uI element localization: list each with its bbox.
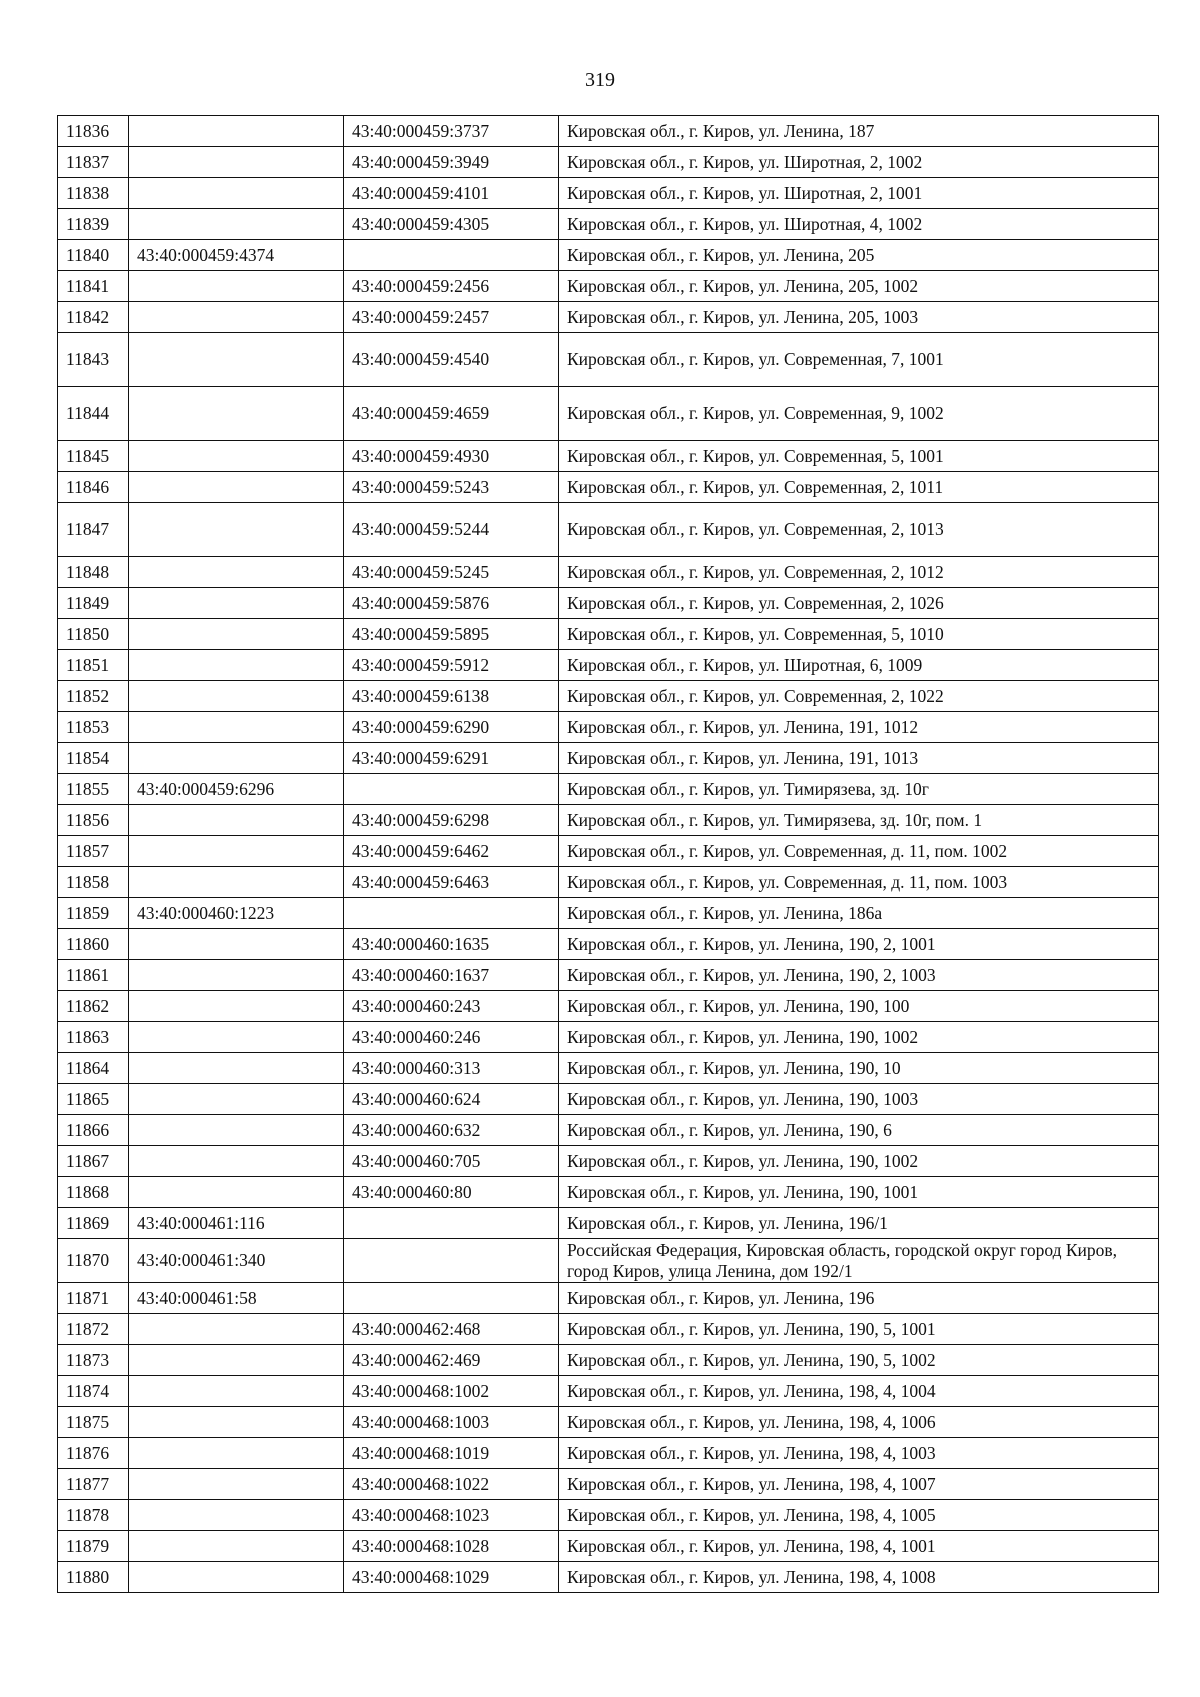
- object-cadastral-number-cell: 43:40:000460:624: [344, 1084, 559, 1115]
- object-cadastral-number-cell: 43:40:000459:5912: [344, 650, 559, 681]
- row-number-cell: 11856: [58, 805, 129, 836]
- object-cadastral-number-cell: 43:40:000460:243: [344, 991, 559, 1022]
- table-row: [58, 991, 1159, 1022]
- object-cadastral-number-cell: 43:40:000459:2457: [344, 302, 559, 333]
- table-row: [58, 588, 1159, 619]
- table-row: [58, 929, 1159, 960]
- object-cadastral-number-cell: 43:40:000460:80: [344, 1177, 559, 1208]
- land-cadastral-number-cell: [129, 836, 344, 867]
- object-cadastral-number-cell: 43:40:000459:6298: [344, 805, 559, 836]
- table-row: [58, 1239, 1159, 1283]
- address-cell: Российская Федерация, Кировская область, городской округ город Киров, город Киров, улица Ленина, дом 192/1: [559, 1239, 1159, 1283]
- address-cell: Кировская обл., г. Киров, ул. Современная, 2, 1026: [559, 588, 1159, 619]
- land-cadastral-number-cell: [129, 1053, 344, 1084]
- object-cadastral-number-cell: 43:40:000460:705: [344, 1146, 559, 1177]
- address-cell: Кировская обл., г. Киров, ул. Ленина, 198, 4, 1004: [559, 1376, 1159, 1407]
- address-cell: Кировская обл., г. Киров, ул. Тимирязева, зд. 10г: [559, 774, 1159, 805]
- address-cell: Кировская обл., г. Киров, ул. Ленина, 205, 1003: [559, 302, 1159, 333]
- table-row: [58, 712, 1159, 743]
- address-cell: Кировская обл., г. Киров, ул. Широтная, 6, 1009: [559, 650, 1159, 681]
- address-cell: Кировская обл., г. Киров, ул. Ленина, 190, 1003: [559, 1084, 1159, 1115]
- row-number-cell: 11844: [58, 387, 129, 441]
- address-cell: Кировская обл., г. Киров, ул. Ленина, 190, 10: [559, 1053, 1159, 1084]
- land-cadastral-number-cell: 43:40:000459:6296: [129, 774, 344, 805]
- row-number-cell: 11860: [58, 929, 129, 960]
- address-cell: Кировская обл., г. Киров, ул. Современная, д. 11, пом. 1002: [559, 836, 1159, 867]
- object-cadastral-number-cell: 43:40:000459:6463: [344, 867, 559, 898]
- address-cell: Кировская обл., г. Киров, ул. Ленина, 190, 1002: [559, 1146, 1159, 1177]
- address-cell: Кировская обл., г. Киров, ул. Ленина, 190, 5, 1002: [559, 1345, 1159, 1376]
- land-cadastral-number-cell: [129, 1407, 344, 1438]
- row-number-cell: 11855: [58, 774, 129, 805]
- row-number-cell: 11870: [58, 1239, 129, 1283]
- object-cadastral-number-cell: 43:40:000468:1003: [344, 1407, 559, 1438]
- address-cell: Кировская обл., г. Киров, ул. Ленина, 198, 4, 1008: [559, 1562, 1159, 1593]
- land-cadastral-number-cell: [129, 271, 344, 302]
- land-cadastral-number-cell: [129, 1146, 344, 1177]
- land-cadastral-number-cell: [129, 503, 344, 557]
- table-row: [58, 147, 1159, 178]
- row-number-cell: 11859: [58, 898, 129, 929]
- table-row: [58, 1345, 1159, 1376]
- table-row: [58, 1531, 1159, 1562]
- row-number-cell: 11873: [58, 1345, 129, 1376]
- table-row: [58, 1283, 1159, 1314]
- row-number-cell: 11862: [58, 991, 129, 1022]
- object-cadastral-number-cell: 43:40:000462:468: [344, 1314, 559, 1345]
- land-cadastral-number-cell: [129, 960, 344, 991]
- table-row: [58, 681, 1159, 712]
- address-cell: Кировская обл., г. Киров, ул. Ленина, 190, 100: [559, 991, 1159, 1022]
- object-cadastral-number-cell: 43:40:000460:246: [344, 1022, 559, 1053]
- address-cell: Кировская обл., г. Киров, ул. Ленина, 186а: [559, 898, 1159, 929]
- table-row: [58, 898, 1159, 929]
- address-cell: Кировская обл., г. Киров, ул. Ленина, 190, 2, 1001: [559, 929, 1159, 960]
- address-cell: Кировская обл., г. Киров, ул. Широтная, 2, 1001: [559, 178, 1159, 209]
- row-number-cell: 11836: [58, 116, 129, 147]
- table-row: [58, 333, 1159, 387]
- land-cadastral-number-cell: [129, 1438, 344, 1469]
- row-number-cell: 11871: [58, 1283, 129, 1314]
- address-cell: Кировская обл., г. Киров, ул. Современная, 7, 1001: [559, 333, 1159, 387]
- object-cadastral-number-cell: 43:40:000468:1022: [344, 1469, 559, 1500]
- row-number-cell: 11867: [58, 1146, 129, 1177]
- address-cell: Кировская обл., г. Киров, ул. Ленина, 190, 6: [559, 1115, 1159, 1146]
- registry-table: [57, 115, 1159, 1593]
- row-number-cell: 11854: [58, 743, 129, 774]
- land-cadastral-number-cell: [129, 929, 344, 960]
- object-cadastral-number-cell: 43:40:000459:5876: [344, 588, 559, 619]
- table-row: [58, 1438, 1159, 1469]
- row-number-cell: 11839: [58, 209, 129, 240]
- table-row: [58, 1115, 1159, 1146]
- object-cadastral-number-cell: 43:40:000468:1002: [344, 1376, 559, 1407]
- land-cadastral-number-cell: [129, 302, 344, 333]
- row-number-cell: 11878: [58, 1500, 129, 1531]
- table-row: [58, 774, 1159, 805]
- address-cell: Кировская обл., г. Киров, ул. Ленина, 187: [559, 116, 1159, 147]
- row-number-cell: 11837: [58, 147, 129, 178]
- land-cadastral-number-cell: [129, 650, 344, 681]
- table-row: [58, 1177, 1159, 1208]
- object-cadastral-number-cell: 43:40:000460:1635: [344, 929, 559, 960]
- object-cadastral-number-cell: 43:40:000459:5243: [344, 472, 559, 503]
- table-row: [58, 1053, 1159, 1084]
- row-number-cell: 11840: [58, 240, 129, 271]
- land-cadastral-number-cell: 43:40:000459:4374: [129, 240, 344, 271]
- land-cadastral-number-cell: [129, 712, 344, 743]
- table-row: [58, 1407, 1159, 1438]
- object-cadastral-number-cell: 43:40:000459:5895: [344, 619, 559, 650]
- table-row: [58, 1022, 1159, 1053]
- table-row: [58, 960, 1159, 991]
- address-cell: Кировская обл., г. Киров, ул. Современная, 5, 1001: [559, 441, 1159, 472]
- land-cadastral-number-cell: [129, 1084, 344, 1115]
- address-cell: Кировская обл., г. Киров, ул. Ленина, 190, 1001: [559, 1177, 1159, 1208]
- row-number-cell: 11869: [58, 1208, 129, 1239]
- land-cadastral-number-cell: [129, 441, 344, 472]
- table-row: [58, 1314, 1159, 1345]
- land-cadastral-number-cell: [129, 1177, 344, 1208]
- table-row: [58, 116, 1159, 147]
- land-cadastral-number-cell: 43:40:000461:58: [129, 1283, 344, 1314]
- object-cadastral-number-cell: 43:40:000459:6290: [344, 712, 559, 743]
- object-cadastral-number-cell: [344, 1208, 559, 1239]
- row-number-cell: 11846: [58, 472, 129, 503]
- land-cadastral-number-cell: [129, 991, 344, 1022]
- row-number-cell: 11852: [58, 681, 129, 712]
- row-number-cell: 11868: [58, 1177, 129, 1208]
- address-cell: Кировская обл., г. Киров, ул. Широтная, 4, 1002: [559, 209, 1159, 240]
- land-cadastral-number-cell: 43:40:000461:340: [129, 1239, 344, 1283]
- land-cadastral-number-cell: [129, 1562, 344, 1593]
- address-cell: Кировская обл., г. Киров, ул. Ленина, 205, 1002: [559, 271, 1159, 302]
- table-row: [58, 302, 1159, 333]
- address-cell: Кировская обл., г. Киров, ул. Современная, 2, 1012: [559, 557, 1159, 588]
- table-row: [58, 805, 1159, 836]
- table-row: [58, 557, 1159, 588]
- address-cell: Кировская обл., г. Киров, ул. Ленина, 190, 5, 1001: [559, 1314, 1159, 1345]
- object-cadastral-number-cell: 43:40:000459:2456: [344, 271, 559, 302]
- row-number-cell: 11843: [58, 333, 129, 387]
- address-cell: Кировская обл., г. Киров, ул. Ленина, 198, 4, 1006: [559, 1407, 1159, 1438]
- land-cadastral-number-cell: [129, 209, 344, 240]
- table-row: [58, 472, 1159, 503]
- row-number-cell: 11850: [58, 619, 129, 650]
- address-cell: Кировская обл., г. Киров, ул. Ленина, 191, 1012: [559, 712, 1159, 743]
- table-row: [58, 1562, 1159, 1593]
- address-cell: Кировская обл., г. Киров, ул. Современная, д. 11, пом. 1003: [559, 867, 1159, 898]
- table-row: [58, 503, 1159, 557]
- table-row: [58, 1084, 1159, 1115]
- object-cadastral-number-cell: [344, 774, 559, 805]
- row-number-cell: 11875: [58, 1407, 129, 1438]
- land-cadastral-number-cell: [129, 472, 344, 503]
- row-number-cell: 11863: [58, 1022, 129, 1053]
- table-row: [58, 743, 1159, 774]
- address-cell: Кировская обл., г. Киров, ул. Ленина, 198, 4, 1001: [559, 1531, 1159, 1562]
- row-number-cell: 11876: [58, 1438, 129, 1469]
- table-row: [58, 619, 1159, 650]
- table-row: [58, 1146, 1159, 1177]
- row-number-cell: 11857: [58, 836, 129, 867]
- row-number-cell: 11864: [58, 1053, 129, 1084]
- table-row: [58, 441, 1159, 472]
- land-cadastral-number-cell: [129, 1376, 344, 1407]
- table-row: [58, 867, 1159, 898]
- address-cell: Кировская обл., г. Киров, ул. Современная, 2, 1013: [559, 503, 1159, 557]
- object-cadastral-number-cell: 43:40:000468:1028: [344, 1531, 559, 1562]
- object-cadastral-number-cell: 43:40:000459:4540: [344, 333, 559, 387]
- table-row: [58, 1500, 1159, 1531]
- row-number-cell: 11877: [58, 1469, 129, 1500]
- object-cadastral-number-cell: 43:40:000459:4101: [344, 178, 559, 209]
- land-cadastral-number-cell: [129, 387, 344, 441]
- land-cadastral-number-cell: [129, 743, 344, 774]
- address-cell: Кировская обл., г. Киров, ул. Ленина, 190, 1002: [559, 1022, 1159, 1053]
- object-cadastral-number-cell: 43:40:000459:4659: [344, 387, 559, 441]
- table-row: [58, 650, 1159, 681]
- address-cell: Кировская обл., г. Киров, ул. Современная, 2, 1011: [559, 472, 1159, 503]
- address-cell: Кировская обл., г. Киров, ул. Ленина, 198, 4, 1005: [559, 1500, 1159, 1531]
- table-row: [58, 240, 1159, 271]
- row-number-cell: 11872: [58, 1314, 129, 1345]
- land-cadastral-number-cell: [129, 681, 344, 712]
- object-cadastral-number-cell: 43:40:000459:5245: [344, 557, 559, 588]
- table-row: [58, 271, 1159, 302]
- row-number-cell: 11842: [58, 302, 129, 333]
- object-cadastral-number-cell: 43:40:000460:632: [344, 1115, 559, 1146]
- object-cadastral-number-cell: 43:40:000459:6138: [344, 681, 559, 712]
- land-cadastral-number-cell: [129, 1531, 344, 1562]
- land-cadastral-number-cell: [129, 333, 344, 387]
- table-row: [58, 1208, 1159, 1239]
- object-cadastral-number-cell: [344, 1239, 559, 1283]
- row-number-cell: 11879: [58, 1531, 129, 1562]
- table-row: [58, 1376, 1159, 1407]
- object-cadastral-number-cell: 43:40:000459:3949: [344, 147, 559, 178]
- table-row: [58, 209, 1159, 240]
- land-cadastral-number-cell: [129, 1500, 344, 1531]
- object-cadastral-number-cell: 43:40:000468:1019: [344, 1438, 559, 1469]
- row-number-cell: 11851: [58, 650, 129, 681]
- table-row: [58, 836, 1159, 867]
- row-number-cell: 11841: [58, 271, 129, 302]
- land-cadastral-number-cell: [129, 557, 344, 588]
- row-number-cell: 11845: [58, 441, 129, 472]
- land-cadastral-number-cell: 43:40:000461:116: [129, 1208, 344, 1239]
- row-number-cell: 11858: [58, 867, 129, 898]
- land-cadastral-number-cell: [129, 619, 344, 650]
- row-number-cell: 11853: [58, 712, 129, 743]
- address-cell: Кировская обл., г. Киров, ул. Современная, 5, 1010: [559, 619, 1159, 650]
- object-cadastral-number-cell: 43:40:000459:6462: [344, 836, 559, 867]
- land-cadastral-number-cell: 43:40:000460:1223: [129, 898, 344, 929]
- land-cadastral-number-cell: [129, 1314, 344, 1345]
- object-cadastral-number-cell: 43:40:000460:1637: [344, 960, 559, 991]
- address-cell: Кировская обл., г. Киров, ул. Современная, 9, 1002: [559, 387, 1159, 441]
- address-cell: Кировская обл., г. Киров, ул. Ленина, 198, 4, 1003: [559, 1438, 1159, 1469]
- land-cadastral-number-cell: [129, 1469, 344, 1500]
- land-cadastral-number-cell: [129, 178, 344, 209]
- address-cell: Кировская обл., г. Киров, ул. Ленина, 196/1: [559, 1208, 1159, 1239]
- address-cell: Кировская обл., г. Киров, ул. Ленина, 191, 1013: [559, 743, 1159, 774]
- object-cadastral-number-cell: [344, 898, 559, 929]
- table-row: [58, 1469, 1159, 1500]
- land-cadastral-number-cell: [129, 805, 344, 836]
- object-cadastral-number-cell: 43:40:000459:4930: [344, 441, 559, 472]
- row-number-cell: 11847: [58, 503, 129, 557]
- table-row: [58, 178, 1159, 209]
- table-row: [58, 387, 1159, 441]
- row-number-cell: 11848: [58, 557, 129, 588]
- address-cell: Кировская обл., г. Киров, ул. Современная, 2, 1022: [559, 681, 1159, 712]
- address-cell: Кировская обл., г. Киров, ул. Ленина, 205: [559, 240, 1159, 271]
- page-number: 319: [585, 69, 615, 91]
- address-cell: Кировская обл., г. Киров, ул. Ленина, 198, 4, 1007: [559, 1469, 1159, 1500]
- object-cadastral-number-cell: 43:40:000459:5244: [344, 503, 559, 557]
- address-cell: Кировская обл., г. Киров, ул. Широтная, 2, 1002: [559, 147, 1159, 178]
- address-cell: Кировская обл., г. Киров, ул. Ленина, 190, 2, 1003: [559, 960, 1159, 991]
- land-cadastral-number-cell: [129, 867, 344, 898]
- row-number-cell: 11849: [58, 588, 129, 619]
- row-number-cell: 11838: [58, 178, 129, 209]
- object-cadastral-number-cell: 43:40:000468:1023: [344, 1500, 559, 1531]
- object-cadastral-number-cell: 43:40:000459:4305: [344, 209, 559, 240]
- land-cadastral-number-cell: [129, 1022, 344, 1053]
- object-cadastral-number-cell: [344, 240, 559, 271]
- row-number-cell: 11880: [58, 1562, 129, 1593]
- land-cadastral-number-cell: [129, 1115, 344, 1146]
- object-cadastral-number-cell: 43:40:000460:313: [344, 1053, 559, 1084]
- land-cadastral-number-cell: [129, 1345, 344, 1376]
- land-cadastral-number-cell: [129, 147, 344, 178]
- object-cadastral-number-cell: 43:40:000459:3737: [344, 116, 559, 147]
- object-cadastral-number-cell: 43:40:000459:6291: [344, 743, 559, 774]
- land-cadastral-number-cell: [129, 588, 344, 619]
- row-number-cell: 11866: [58, 1115, 129, 1146]
- object-cadastral-number-cell: [344, 1283, 559, 1314]
- land-cadastral-number-cell: [129, 116, 344, 147]
- row-number-cell: 11861: [58, 960, 129, 991]
- row-number-cell: 11865: [58, 1084, 129, 1115]
- registry-table-body: [58, 116, 1159, 1593]
- object-cadastral-number-cell: 43:40:000468:1029: [344, 1562, 559, 1593]
- address-cell: Кировская обл., г. Киров, ул. Ленина, 196: [559, 1283, 1159, 1314]
- address-cell: Кировская обл., г. Киров, ул. Тимирязева, зд. 10г, пом. 1: [559, 805, 1159, 836]
- row-number-cell: 11874: [58, 1376, 129, 1407]
- object-cadastral-number-cell: 43:40:000462:469: [344, 1345, 559, 1376]
